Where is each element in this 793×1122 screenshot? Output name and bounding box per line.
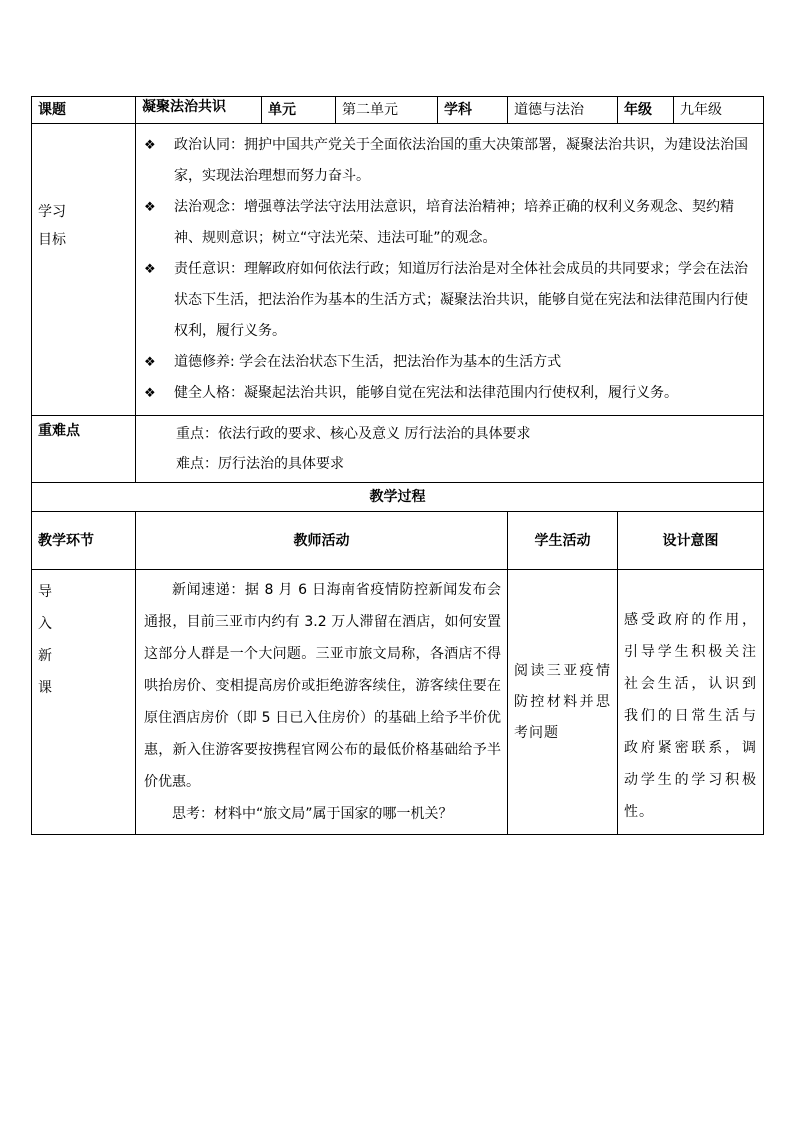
diamond-bullet-icon: ❖: [144, 262, 156, 277]
teacher-activity: [136, 570, 508, 835]
objective-item: [142, 378, 755, 409]
objective-item: [142, 192, 755, 254]
objectives-label-line1: 学习: [38, 204, 66, 220]
objective-text: 健全人格：凝聚起法治共识，能够自觉在宪法和法律范围内行使权利，履行义务。: [174, 385, 678, 401]
topic-label: 课题: [38, 102, 66, 118]
diamond-bullet-icon: ❖: [144, 200, 156, 215]
key-difficulty: 难点：厉行法治的具体要求: [176, 456, 344, 472]
col-teacher-header: 教师活动: [136, 512, 508, 570]
stage-char: 课: [38, 680, 52, 696]
process-title: 教学过程: [32, 483, 764, 512]
grade-label-cell: [618, 97, 674, 124]
process-row: [32, 570, 764, 835]
stage-char: 导: [38, 584, 52, 600]
col-stage-header: 教学环节: [32, 512, 136, 570]
objectives-row: [32, 124, 764, 416]
stage-char: 新: [38, 648, 52, 664]
subject-value-cell: [508, 97, 618, 124]
objective-text: 责任意识：理解政府如何依法行政；知道厉行法治是对全体社会成员的共同要求；学会在法治状态下生活，把法治作为基本的生活方式；凝聚法治共识，能够自觉在宪法和法律范围内行使权利，履行义务。: [174, 261, 748, 339]
grade-value: 九年级: [680, 102, 722, 118]
unit-label: 单元: [268, 102, 296, 118]
objectives-list: [136, 124, 764, 416]
design-intent: 感受政府的作用，引导学生积极关注社会生活，认识到我们的日常生活与政府紧密联系，调动学生的学习积极性。: [618, 570, 764, 835]
subject-label: 学科: [444, 102, 472, 118]
stage-char: 入: [38, 616, 52, 632]
objective-text: 政治认同：拥护中国共产党关于全面依法治国的重大决策部署，凝聚法治共识，为建设法治国家，实现法治理想而努力奋斗。: [174, 137, 748, 184]
key-focus: 重点：依法行政的要求、核心及意义 厉行法治的具体要求: [176, 426, 531, 442]
key-points-content: [136, 416, 764, 483]
topic-label-cell: [32, 97, 136, 124]
topic-value: 凝聚法治共识: [142, 99, 226, 115]
diamond-bullet-icon: ❖: [144, 386, 156, 401]
teacher-question-paragraph: 思考：材料中“旅文局”属于国家的哪一机关？: [172, 806, 453, 822]
subject-value: 道德与法治: [514, 102, 584, 118]
student-activity: 阅读三亚疫情防控材料并思考问题: [508, 570, 618, 835]
objective-text: 道德修养: 学会在法治状态下生活，把法治作为基本的生活方式: [174, 354, 562, 370]
process-column-header-row: [32, 512, 764, 570]
objective-item: [142, 254, 755, 347]
objective-item: [142, 347, 755, 378]
subject-label-cell: [438, 97, 508, 124]
objectives-label-line2: 目标: [38, 232, 66, 248]
header-row: [32, 97, 764, 124]
teacher-news-paragraph: 新闻速递：据 8 月 6 日海南省疫情防控新闻发布会通报，目前三亚市内约有 3.2 万人滞留在酒店，如何安置这部分人群是一个大问题。三亚市旅文局称，各酒店不得哄抬房价、变相提高房价或拒绝游客续住，游客续住要在原住酒店房价（即 5 日已入住房价）的基础上给予半价优惠，新入住游客要按携程官网公布的最低价格基础给予半价优惠。: [144, 582, 501, 790]
process-title-row: [32, 483, 764, 512]
lesson-plan-table: [31, 96, 764, 835]
stage-cell: [32, 570, 136, 835]
objective-text: 法治观念：增强尊法学法守法用法意识，培育法治精神；培养正确的权利义务观念、契约精神、规则意识；树立“守法光荣、违法可耻”的观念。: [174, 199, 734, 246]
objectives-label-cell: [32, 124, 136, 416]
unit-label-cell: [262, 97, 336, 124]
col-intent-header: 设计意图: [618, 512, 764, 570]
grade-value-cell: [674, 97, 764, 124]
unit-value-cell: [336, 97, 438, 124]
key-points-row: [32, 416, 764, 483]
diamond-bullet-icon: ❖: [144, 138, 156, 153]
diamond-bullet-icon: ❖: [144, 355, 156, 370]
key-points-label: 重难点: [32, 416, 136, 483]
col-student-header: 学生活动: [508, 512, 618, 570]
objective-item: [142, 130, 755, 192]
lesson-plan: [31, 96, 763, 835]
unit-value: 第二单元: [342, 102, 398, 118]
topic-value-cell: [136, 97, 262, 124]
grade-label: 年级: [624, 102, 652, 118]
